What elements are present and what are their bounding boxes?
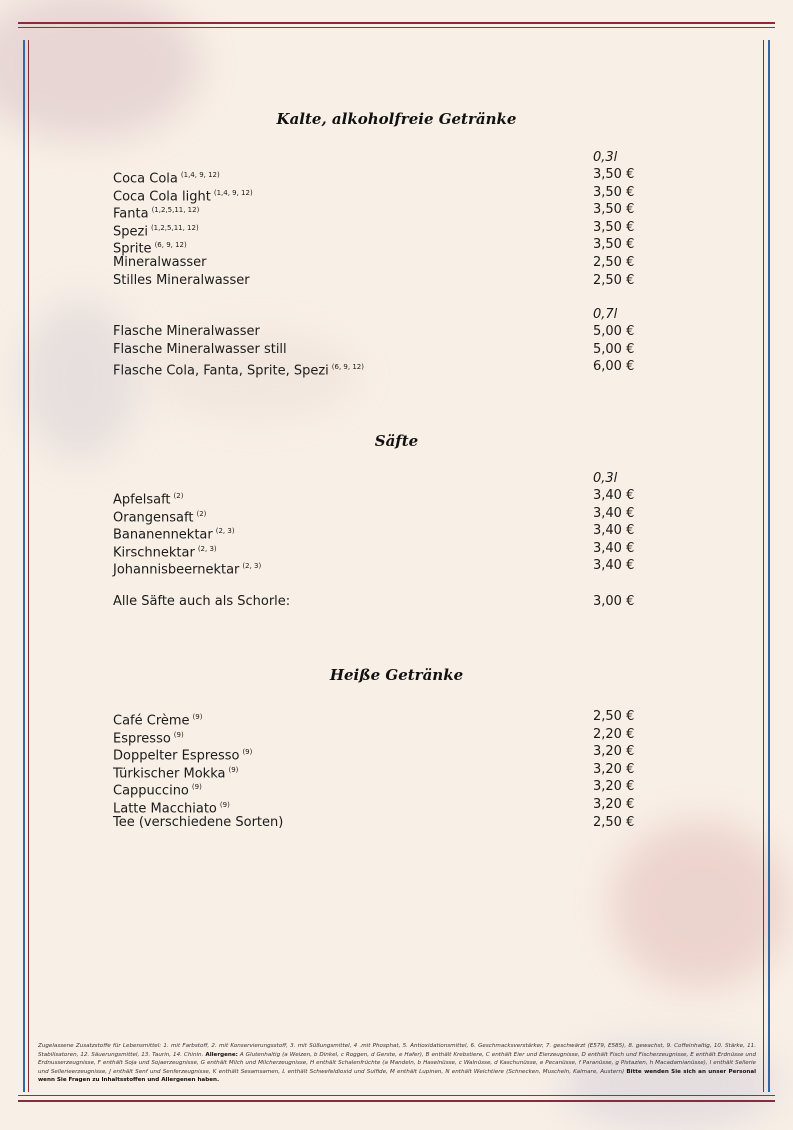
item-price: 2,50 €: [593, 272, 635, 288]
item-additive-note: (6, 9, 12): [154, 241, 187, 250]
additives-text: Zugelassene Zusatzstoffe für Lebensmittel: 1. mit Farbstoff, 2. mit Konservierungsstoff, 3. mit Süßungsmittel, 4 .mit Phosphat, 5. Antioxidationsmittel, 6. Geschmacksverstärker, 7. geschwärzt (E579, E585), 8. gewachst, 9. Coffeinhaltig, 10. Stärke, 11. Stabilisatoren, 12. Säuerungsmittel, 13. Taurin, 14. Chinin.: [38, 1043, 756, 1058]
top-border-line: [18, 22, 775, 24]
volume-label: 0,7l: [593, 307, 618, 322]
allergens-text: A Glutenhaltig (a Weizen, b Dinkel, c Roggen, d Gerste, e Hafer), B enthält Krebstiere, C enthält Eier und Eierzeugnisse, D enthält Fisch und Fischerzeugnisse, E enthält Erdnüsse und Erdnusserzeugnisse, F enthält Soja und Sojaerzeugnisse, G enthält Milch und Milcherzeugnisse, H enthält Schalenfrüchte (a Mandeln, b Haselnüsse, c Walnüsse, d Kaschunüsse, e Pecanüsse, f Paranüsse, g Pistazien, h Macadamianüsse), I enthält Sellerie und Sellerieerzeugnisse, J enthält Senf und Senferzeugnisse, K enthält Sesamsamen, L enthält Schwefeldioxid und Sulfide, M enthält Lupinen, N enthält Weichtiere (Schnecken, Muscheln, Kalmare, Austern): [38, 1051, 757, 1075]
menu-item: [113, 778, 635, 799]
menu-item: [113, 201, 635, 222]
item-name: Orangensaft $^{(2)}$: [113, 509, 207, 525]
left-border-line: [23, 40, 25, 1092]
item-name: Mineralwasser: [113, 255, 207, 270]
item-price: 3,40 €: [593, 540, 635, 556]
item-name: Apfelsaft $^{(2)}$: [113, 492, 184, 508]
item-name: Flasche Mineralwasser: [113, 324, 260, 339]
item-additive-note: (1,4, 9, 12): [180, 171, 220, 179]
item-additive-note: (1,4, 9, 12): [213, 188, 253, 197]
item-additive-note: (2, 3): [242, 562, 262, 571]
item-name: Latte Macchiato $^{(9)}$: [113, 801, 230, 817]
menu-item: [113, 166, 635, 187]
item-name: Doppelter Espresso $^{(9)}$: [113, 748, 253, 764]
item-additive-note: (9): [228, 765, 239, 774]
menu-item: [113, 323, 633, 341]
right-border-line: [768, 40, 770, 1092]
item-price: 3,50 €: [593, 202, 635, 218]
menu-item: [113, 708, 635, 729]
menu-item: [113, 487, 635, 508]
item-price: 5,00 €: [593, 341, 635, 357]
item-name: Fanta $^{(1,2,5,11, 12)}$: [113, 206, 200, 222]
item-price: 2,20 €: [593, 726, 635, 742]
menu-item: [113, 814, 633, 832]
item-name: Coca Cola $^{(1,4, 9, 12)}$: [113, 171, 220, 187]
item-price: 3,20 €: [593, 744, 635, 760]
bottom-border-line: [18, 1100, 775, 1102]
item-price: 3,50 €: [593, 219, 635, 235]
volume-label: 0,3l: [593, 150, 618, 165]
item-additive-note: (2): [173, 492, 184, 500]
menu-item: [113, 219, 635, 240]
item-price: 5,00 €: [593, 324, 635, 339]
allergen-footnote: [38, 1042, 756, 1085]
item-price: 6,00 €: [593, 359, 635, 375]
menu-item: [113, 796, 635, 817]
item-name: Stilles Mineralwasser: [113, 272, 250, 288]
item-name: Espresso $^{(9)}$: [113, 730, 184, 746]
item-price: 3,20 €: [593, 761, 635, 777]
menu-item: [113, 522, 635, 543]
item-name: Flasche Mineralwasser still: [113, 341, 287, 357]
volume-label: 0,3l: [593, 471, 618, 486]
menu-item: [113, 272, 633, 290]
item-name: Türkischer Mokka $^{(9)}$: [113, 765, 239, 782]
menu-item: [113, 557, 635, 578]
item-additive-note: (2, 3): [197, 544, 217, 553]
item-name: Spezi $^{(1,2,5,11, 12)}$: [113, 223, 199, 240]
menu-item: [113, 505, 633, 523]
item-name: Tee (verschiedene Sorten): [113, 814, 284, 830]
closing-note: Bitte wenden Sie sich an unser Personal wenn Sie Fragen zu Inhaltsstoffen und Allergenen haben.: [38, 1068, 757, 1083]
item-price: 2,50 €: [593, 255, 635, 270]
item-price: 3,20 €: [593, 779, 635, 795]
bottom-border-line-inner: [18, 1095, 775, 1096]
item-price: 3,50 €: [593, 237, 635, 253]
item-additive-note: (9): [242, 748, 253, 757]
item-price: 3,40 €: [593, 523, 635, 539]
item-additive-note: (9): [173, 730, 184, 739]
item-name: Bananennektar $^{(2, 3)}$: [113, 527, 235, 543]
item-name: Alle Säfte auch als Schorle:: [113, 594, 291, 609]
menu-item: [113, 726, 633, 744]
item-name: Coca Cola light $^{(1,4, 9, 12)}$: [113, 188, 253, 204]
menu-item: [113, 236, 635, 257]
menu-item: [113, 184, 633, 202]
item-name: Cappuccino $^{(9)}$: [113, 783, 202, 799]
item-name: Sprite $^{(6, 9, 12)}$: [113, 241, 187, 257]
item-price: 2,50 €: [593, 709, 635, 724]
menu-item: [113, 254, 633, 272]
menu-item: [113, 761, 635, 782]
item-name: Kirschnektar $^{(2, 3)}$: [113, 544, 217, 561]
item-price: 3,50 €: [593, 167, 635, 182]
menu-item: [113, 540, 635, 561]
menu-item: [113, 341, 633, 359]
menu-item: [113, 358, 635, 379]
item-additive-note: (2): [196, 509, 207, 518]
item-additive-note: (1,2,5,11, 12): [150, 223, 199, 232]
top-border-line-inner: [18, 27, 775, 28]
section-title-cold-drinks: Kalte, alkoholfreie Getränke: [276, 110, 517, 128]
item-additive-note: (9): [219, 801, 230, 809]
item-price: 3,50 €: [593, 184, 635, 200]
item-name: Flasche Cola, Fanta, Sprite, Spezi $^{(6, 9, 12)}$: [113, 363, 364, 379]
item-additive-note: (2, 3): [215, 527, 235, 536]
menu-item: [113, 743, 635, 764]
item-additive-note: (9): [191, 783, 202, 792]
item-price: 3,40 €: [593, 558, 635, 574]
allergens-label: Allergene:: [205, 1051, 238, 1058]
item-name: Johannisbeernektar $^{(2, 3)}$: [113, 562, 262, 578]
item-additive-note: (6, 9, 12): [331, 363, 364, 372]
item-price: 3,00 €: [593, 594, 635, 609]
section-title-hot-drinks: Heiße Getränke: [329, 666, 464, 684]
section-title-juices: Säfte: [374, 432, 419, 450]
right-border-line-inner: [763, 40, 764, 1092]
left-border-line-inner: [28, 40, 29, 1092]
item-price: 3,40 €: [593, 505, 635, 521]
item-price: 3,40 €: [593, 488, 635, 503]
item-price: 2,50 €: [593, 814, 635, 830]
item-price: 3,20 €: [593, 797, 635, 812]
menu-item-schorle: [113, 593, 633, 611]
item-name: Café Crème $^{(9)}$: [113, 713, 203, 729]
item-additive-note: (9): [192, 713, 203, 721]
item-additive-note: (1,2,5,11, 12): [151, 206, 200, 215]
